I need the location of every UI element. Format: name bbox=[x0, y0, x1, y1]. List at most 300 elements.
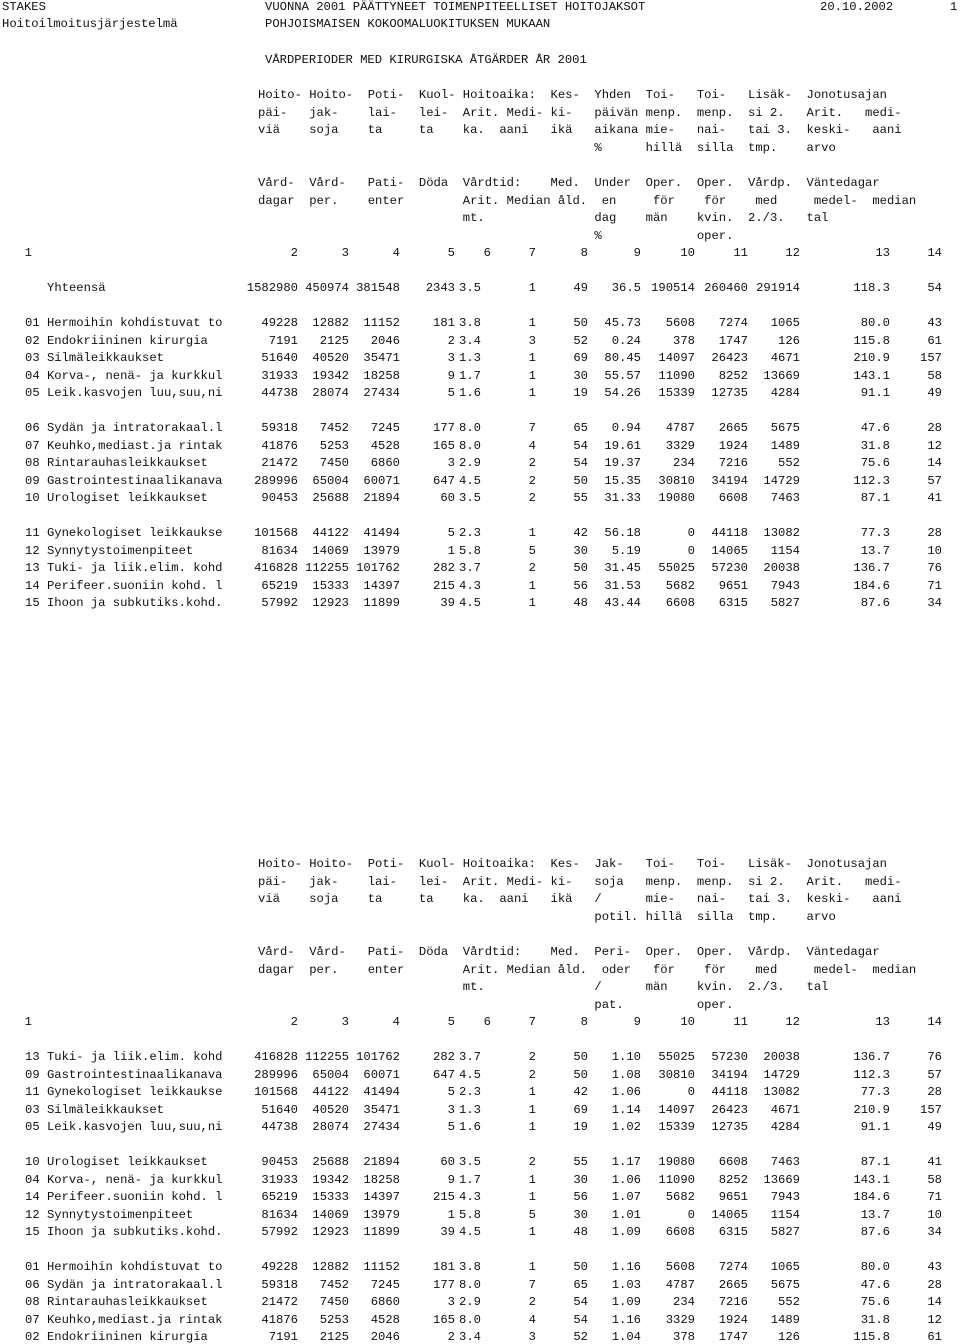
table-cell: 61 bbox=[927, 1330, 942, 1344]
table-cell: 184.6 bbox=[853, 1190, 890, 1204]
row-label: 12 Synnytystoimenpiteet bbox=[25, 1207, 194, 1222]
table-cell: 44738 bbox=[261, 386, 298, 400]
table-cell: 1.14 bbox=[611, 1102, 641, 1117]
table-cell: 54.26 bbox=[604, 386, 641, 400]
column-number: 6 bbox=[483, 246, 491, 260]
table-cell: 90453 bbox=[261, 491, 298, 505]
table-cell: 57230 bbox=[711, 1050, 748, 1064]
table-cell: 9 bbox=[447, 1172, 455, 1187]
table-row bbox=[0, 1278, 960, 1292]
table-cell: 1.6 bbox=[459, 386, 481, 400]
table-cell: 215 bbox=[433, 578, 455, 593]
table-cell: 80.45 bbox=[604, 351, 641, 365]
table-cell: 101762 bbox=[356, 561, 400, 575]
table-cell: 50 bbox=[573, 316, 588, 330]
table-row bbox=[0, 316, 960, 330]
row-label: 01 Hermoihin kohdistuvat to bbox=[25, 316, 223, 330]
table-cell: 3 bbox=[447, 456, 455, 470]
table-cell: 3.4 bbox=[459, 1330, 481, 1344]
table-row bbox=[0, 1120, 960, 1134]
table-cell: 416828 bbox=[254, 1050, 298, 1064]
table-row bbox=[0, 474, 960, 488]
table-cell: 5.19 bbox=[611, 543, 641, 558]
table-cell: 50 bbox=[573, 473, 588, 488]
table-cell: 41876 bbox=[261, 1312, 298, 1327]
table-cell: 7463 bbox=[770, 491, 800, 505]
table-row bbox=[0, 1208, 960, 1222]
column-number: 8 bbox=[580, 246, 588, 260]
table-cell: 54 bbox=[573, 1312, 588, 1327]
table-cell: 14 bbox=[927, 1295, 942, 1309]
table-cell: 65 bbox=[573, 421, 588, 435]
table-cell: 378 bbox=[673, 333, 695, 348]
column-number: 3 bbox=[341, 246, 349, 260]
table-cell: 1.08 bbox=[611, 1067, 641, 1082]
table-cell: 10 bbox=[927, 1207, 942, 1222]
table-cell: 31.45 bbox=[604, 561, 641, 575]
column-number: 1 bbox=[24, 1015, 32, 1029]
table-cell: 2 bbox=[528, 456, 536, 470]
table-cell: 1924 bbox=[718, 438, 748, 453]
system-name: Hoitoilmoitusjärjestelmä bbox=[2, 17, 178, 31]
column-number-row bbox=[0, 1015, 960, 1029]
table-cell: 12 bbox=[927, 438, 942, 453]
table-cell: 3329 bbox=[665, 1312, 695, 1327]
table-cell: 12 bbox=[927, 1312, 942, 1327]
table-cell: 58 bbox=[927, 368, 942, 383]
table-cell: 56 bbox=[573, 1190, 588, 1204]
row-label: 02 Endokriininen kirurgia bbox=[25, 1330, 208, 1344]
table-cell: 12735 bbox=[711, 386, 748, 400]
report-heading: VUONNA 2001 PÄÄTTYNEET TOIMENPITEELLISET HOITOJAKSOT bbox=[265, 0, 646, 14]
column-number: 10 bbox=[680, 246, 695, 260]
table-cell: 184.6 bbox=[853, 578, 890, 593]
table-cell: 50 bbox=[573, 1067, 588, 1082]
header-line: viä soja ta ta ka. aani ikä / mie- nai- tai 3. keski- aani bbox=[258, 892, 902, 906]
header-line: päi- jak- lai- lei- Arit. Medi- ki- soja menp. menp. si 2. Arit. medi- bbox=[258, 874, 902, 889]
table-cell: 1582980 bbox=[246, 281, 298, 295]
table-cell: 143.1 bbox=[853, 1172, 890, 1187]
table-cell: 289996 bbox=[254, 1067, 298, 1082]
table-cell: 5682 bbox=[665, 578, 695, 593]
table-cell: 4.3 bbox=[459, 578, 481, 593]
column-number-row bbox=[0, 246, 960, 260]
table-row bbox=[0, 351, 960, 365]
row-label: 08 Rintarauhasleikkaukset bbox=[25, 456, 208, 470]
column-number: 2 bbox=[290, 1015, 298, 1029]
table-cell: 44122 bbox=[312, 526, 349, 540]
table-cell: 42 bbox=[573, 526, 588, 540]
table-cell: 3.5 bbox=[459, 491, 481, 505]
table-cell: 14729 bbox=[763, 1067, 800, 1082]
table-row bbox=[0, 1068, 960, 1082]
table-cell: 31.53 bbox=[604, 578, 641, 593]
row-label: 15 Ihoon ja subkutiks.kohd. bbox=[25, 1225, 223, 1239]
table-cell: 1 bbox=[447, 1207, 455, 1222]
table-cell: 90453 bbox=[261, 1155, 298, 1169]
table-cell: 1 bbox=[528, 368, 536, 383]
table-cell: 60071 bbox=[363, 1067, 400, 1082]
table-cell: 2046 bbox=[370, 1330, 400, 1344]
table-cell: 7450 bbox=[319, 1295, 349, 1309]
table-cell: 4.5 bbox=[459, 596, 481, 610]
table-cell: 7 bbox=[528, 421, 536, 435]
table-cell: 2 bbox=[528, 1295, 536, 1309]
table-cell: 136.7 bbox=[853, 1050, 890, 1064]
table-row bbox=[0, 1050, 960, 1064]
table-cell: 2343 bbox=[425, 281, 455, 295]
header-line: potil. hillä silla tmp. arvo bbox=[258, 909, 836, 924]
table-cell: 6315 bbox=[718, 1225, 748, 1239]
table-cell: 3 bbox=[447, 351, 455, 365]
column-number: 12 bbox=[785, 1015, 800, 1029]
table-cell: 40520 bbox=[312, 1102, 349, 1117]
row-label: 13 Tuki- ja liik.elim. kohd bbox=[25, 1050, 223, 1064]
table-cell: 7274 bbox=[718, 1260, 748, 1274]
table-cell: 13979 bbox=[363, 1207, 400, 1222]
row-label: 06 Sydän ja intratorakaal.l bbox=[25, 421, 223, 435]
table-cell: 215 bbox=[433, 1190, 455, 1204]
table-cell: 1747 bbox=[718, 1330, 748, 1344]
table-cell: 49228 bbox=[261, 1260, 298, 1274]
row-label: 14 Perifeer.suoniin kohd. l bbox=[25, 578, 223, 593]
column-number: 5 bbox=[447, 1015, 455, 1029]
table-cell: 3 bbox=[528, 1330, 536, 1344]
table-cell: 7463 bbox=[770, 1155, 800, 1169]
table-cell: 54 bbox=[573, 456, 588, 470]
table-cell: 20038 bbox=[763, 561, 800, 575]
table-cell: 49 bbox=[573, 281, 588, 295]
table-cell: 4.3 bbox=[459, 1190, 481, 1204]
table-row bbox=[0, 1313, 960, 1327]
table-cell: 49 bbox=[927, 386, 942, 400]
column-number: 6 bbox=[483, 1015, 491, 1029]
table-cell: 31.8 bbox=[860, 438, 890, 453]
table-cell: 112255 bbox=[305, 1050, 349, 1064]
row-label: 04 Korva-, nenä- ja kurkkul bbox=[25, 368, 223, 383]
table-cell: 45.73 bbox=[604, 316, 641, 330]
table-cell: 55 bbox=[573, 491, 588, 505]
row-label: 07 Keuhko,mediast.ja rintak bbox=[25, 438, 223, 453]
table-cell: 54 bbox=[927, 281, 942, 295]
table-cell: 69 bbox=[573, 1102, 588, 1117]
table-cell: 6608 bbox=[665, 596, 695, 610]
table-cell: 416828 bbox=[254, 561, 298, 575]
table-row bbox=[0, 561, 960, 575]
table-cell: 7245 bbox=[370, 1277, 400, 1292]
table-cell: 3 bbox=[528, 333, 536, 348]
header-line: mt. / män kvin. 2./3. tal bbox=[258, 980, 829, 994]
table-cell: 2.3 bbox=[459, 526, 481, 540]
table-cell: 1.6 bbox=[459, 1120, 481, 1134]
table-cell: 42 bbox=[573, 1085, 588, 1099]
table-cell: 12735 bbox=[711, 1120, 748, 1134]
table-cell: 31.8 bbox=[860, 1312, 890, 1327]
column-number: 4 bbox=[392, 246, 400, 260]
table-cell: 18258 bbox=[363, 368, 400, 383]
table-cell: 2665 bbox=[718, 1277, 748, 1292]
row-label: 05 Leik.kasvojen luu,suu,ni bbox=[25, 1120, 223, 1134]
table-cell: 7452 bbox=[319, 1277, 349, 1292]
table-cell: 41494 bbox=[363, 1085, 400, 1099]
table-cell: 6315 bbox=[718, 596, 748, 610]
table-cell: 136.7 bbox=[853, 561, 890, 575]
table-cell: 31.33 bbox=[604, 491, 641, 505]
row-label: 04 Korva-, nenä- ja kurkkul bbox=[25, 1172, 223, 1187]
table-cell: 0 bbox=[687, 543, 695, 558]
table-cell: 61 bbox=[927, 333, 942, 348]
header-line: mt. dag män kvin. 2./3. tal bbox=[258, 211, 829, 225]
table-cell: 27434 bbox=[363, 1120, 400, 1134]
table-cell: 3.8 bbox=[459, 316, 481, 330]
table-cell: 3.5 bbox=[459, 281, 481, 295]
table-cell: 289996 bbox=[254, 473, 298, 488]
table-row bbox=[0, 1103, 960, 1117]
table-cell: 14065 bbox=[711, 1207, 748, 1222]
table-cell: 49 bbox=[927, 1120, 942, 1134]
table-cell: 15.35 bbox=[604, 473, 641, 488]
table-cell: 7943 bbox=[770, 578, 800, 593]
table-cell: 20038 bbox=[763, 1050, 800, 1064]
table-cell: 112.3 bbox=[853, 473, 890, 488]
table-cell: 14069 bbox=[312, 543, 349, 558]
table-cell: 41494 bbox=[363, 526, 400, 540]
table-row bbox=[0, 1085, 960, 1099]
table-cell: 190514 bbox=[651, 281, 695, 295]
table-cell: 21894 bbox=[363, 491, 400, 505]
table-cell: 5675 bbox=[770, 421, 800, 435]
table-cell: 2665 bbox=[718, 421, 748, 435]
table-cell: 1.07 bbox=[611, 1190, 641, 1204]
row-label: 11 Gynekologiset leikkaukse bbox=[25, 526, 223, 540]
table-cell: 5682 bbox=[665, 1190, 695, 1204]
table-cell: 2.9 bbox=[459, 456, 481, 470]
table-row bbox=[0, 1225, 960, 1239]
table-cell: 30810 bbox=[658, 1067, 695, 1082]
table-cell: 19 bbox=[573, 386, 588, 400]
table-cell: 112255 bbox=[305, 561, 349, 575]
row-label: 13 Tuki- ja liik.elim. kohd bbox=[25, 561, 223, 575]
table-cell: 19.61 bbox=[604, 438, 641, 453]
table-cell: 1.01 bbox=[611, 1207, 641, 1222]
table-cell: 3.4 bbox=[459, 333, 481, 348]
table-cell: 54 bbox=[573, 438, 588, 453]
table-cell: 1065 bbox=[770, 316, 800, 330]
table-cell: 1.02 bbox=[611, 1120, 641, 1134]
row-label: 06 Sydän ja intratorakaal.l bbox=[25, 1277, 223, 1292]
column-number: 9 bbox=[633, 246, 641, 260]
table-cell: 19.37 bbox=[604, 456, 641, 470]
table-cell: 1747 bbox=[718, 333, 748, 348]
table-cell: 57 bbox=[927, 473, 942, 488]
row-label: 14 Perifeer.suoniin kohd. l bbox=[25, 1190, 223, 1204]
table-cell: 76 bbox=[927, 1050, 942, 1064]
table-cell: 0.94 bbox=[611, 421, 641, 435]
table-cell: 25688 bbox=[312, 1155, 349, 1169]
table-cell: 5 bbox=[528, 1207, 536, 1222]
table-cell: 2046 bbox=[370, 333, 400, 348]
table-cell: 3329 bbox=[665, 438, 695, 453]
table-cell: 1.04 bbox=[611, 1330, 641, 1344]
column-number: 2 bbox=[290, 246, 298, 260]
table-cell: 55 bbox=[573, 1155, 588, 1169]
table-row bbox=[0, 491, 960, 505]
table-cell: 1.10 bbox=[611, 1050, 641, 1064]
table-cell: 12882 bbox=[312, 316, 349, 330]
table-cell: 8.0 bbox=[459, 421, 481, 435]
table-cell: 9651 bbox=[718, 578, 748, 593]
table-cell: 1154 bbox=[770, 543, 800, 558]
table-cell: 4284 bbox=[770, 1120, 800, 1134]
table-cell: 12923 bbox=[312, 596, 349, 610]
table-cell: 210.9 bbox=[853, 1102, 890, 1117]
header-line: pat. oper. bbox=[258, 997, 734, 1012]
row-label: 08 Rintarauhasleikkaukset bbox=[25, 1295, 208, 1309]
table-cell: 54 bbox=[573, 1295, 588, 1309]
table-row bbox=[0, 1190, 960, 1204]
table-cell: 13669 bbox=[763, 368, 800, 383]
table-cell: 65004 bbox=[312, 1067, 349, 1082]
table-cell: 7216 bbox=[718, 1295, 748, 1309]
table-row bbox=[0, 544, 960, 558]
header-line: Hoito- Hoito- Poti- Kuol- Hoitoaika: Kes- Jak- Toi- Toi- Lisäk- Jonotusajan bbox=[258, 857, 887, 871]
table-cell: 76 bbox=[927, 561, 942, 575]
table-cell: 57230 bbox=[711, 561, 748, 575]
table-cell: 282 bbox=[433, 561, 455, 575]
column-number: 12 bbox=[785, 246, 800, 260]
table-cell: 40520 bbox=[312, 351, 349, 365]
table-cell: 157 bbox=[920, 1102, 942, 1117]
table-cell: 1.03 bbox=[611, 1277, 641, 1292]
table-cell: 4284 bbox=[770, 386, 800, 400]
table-cell: 552 bbox=[778, 1295, 800, 1309]
table-row bbox=[0, 579, 960, 593]
table-cell: 1 bbox=[528, 1120, 536, 1134]
table-cell: 11090 bbox=[658, 1172, 695, 1187]
column-number: 11 bbox=[733, 1015, 748, 1029]
table-cell: 19 bbox=[573, 1120, 588, 1134]
table-cell: 0.24 bbox=[611, 333, 641, 348]
table-cell: 75.6 bbox=[860, 456, 890, 470]
table-cell: 30 bbox=[573, 1172, 588, 1187]
table-cell: 7216 bbox=[718, 456, 748, 470]
table-cell: 81634 bbox=[261, 1207, 298, 1222]
table-cell: 87.6 bbox=[860, 596, 890, 610]
table-cell: 44738 bbox=[261, 1120, 298, 1134]
table-cell: 381548 bbox=[356, 281, 400, 295]
row-label: 02 Endokriininen kirurgia bbox=[25, 333, 208, 348]
table-cell: 44118 bbox=[711, 526, 748, 540]
table-cell: 43 bbox=[927, 1260, 942, 1274]
table-cell: 7452 bbox=[319, 421, 349, 435]
table-cell: 39 bbox=[440, 1225, 455, 1239]
table-cell: 11090 bbox=[658, 368, 695, 383]
table-cell: 39 bbox=[440, 596, 455, 610]
table-cell: 126 bbox=[778, 333, 800, 348]
table-cell: 181 bbox=[433, 1260, 455, 1274]
table-cell: 77.3 bbox=[860, 1085, 890, 1099]
column-number: 4 bbox=[392, 1015, 400, 1029]
row-label: 01 Hermoihin kohdistuvat to bbox=[25, 1260, 223, 1274]
table-cell: 77.3 bbox=[860, 526, 890, 540]
table-cell: 51640 bbox=[261, 1102, 298, 1117]
table-cell: 1.7 bbox=[459, 1172, 481, 1187]
header-line: dagar per. enter Arit. Median åld. oder för för med medel- median bbox=[258, 962, 917, 977]
table-cell: 118.3 bbox=[853, 281, 890, 295]
table-cell: 43.44 bbox=[604, 596, 641, 610]
table-cell: 41 bbox=[927, 491, 942, 505]
table-cell: 35471 bbox=[363, 351, 400, 365]
column-number: 13 bbox=[875, 246, 890, 260]
table-cell: 49228 bbox=[261, 316, 298, 330]
table-cell: 112.3 bbox=[853, 1067, 890, 1082]
table-cell: 5675 bbox=[770, 1277, 800, 1292]
table-cell: 59318 bbox=[261, 1277, 298, 1292]
org-name: STAKES bbox=[2, 0, 46, 14]
table-cell: 1.17 bbox=[611, 1155, 641, 1169]
table-cell: 2 bbox=[528, 491, 536, 505]
table-cell: 55025 bbox=[658, 561, 695, 575]
table-cell: 14 bbox=[927, 456, 942, 470]
table-cell: 36.5 bbox=[611, 281, 641, 295]
table-cell: 291914 bbox=[756, 281, 800, 295]
table-cell: 13082 bbox=[763, 526, 800, 540]
table-cell: 2125 bbox=[319, 1330, 349, 1344]
table-cell: 647 bbox=[433, 473, 455, 488]
row-label: 09 Gastrointestinaalikanava bbox=[25, 1067, 223, 1082]
header-line: % hillä silla tmp. arvo bbox=[258, 140, 836, 155]
table-cell: 2 bbox=[528, 473, 536, 488]
table-cell: 57992 bbox=[261, 596, 298, 610]
table-cell: 50 bbox=[573, 561, 588, 575]
row-label: 11 Gynekologiset leikkaukse bbox=[25, 1085, 223, 1099]
table-cell: 27434 bbox=[363, 386, 400, 400]
column-number: 14 bbox=[927, 1015, 942, 1029]
table-cell: 30 bbox=[573, 368, 588, 383]
table-cell: 165 bbox=[433, 1312, 455, 1327]
table-cell: 7191 bbox=[268, 1330, 298, 1344]
table-cell: 1.16 bbox=[611, 1260, 641, 1274]
table-cell: 5253 bbox=[319, 438, 349, 453]
table-cell: 3.8 bbox=[459, 1260, 481, 1274]
table-cell: 6860 bbox=[370, 456, 400, 470]
table-cell: 50 bbox=[573, 1260, 588, 1274]
table-cell: 1 bbox=[528, 1260, 536, 1274]
table-cell: 1 bbox=[528, 351, 536, 365]
table-cell: 28074 bbox=[312, 386, 349, 400]
table-cell: 21894 bbox=[363, 1155, 400, 1169]
table-cell: 28 bbox=[927, 526, 942, 540]
table-cell: 15333 bbox=[312, 578, 349, 593]
table-cell: 34 bbox=[927, 596, 942, 610]
table-cell: 52 bbox=[573, 1330, 588, 1344]
table-cell: 1 bbox=[528, 316, 536, 330]
table-cell: 5608 bbox=[665, 316, 695, 330]
row-label: 10 Urologiset leikkaukset bbox=[25, 491, 208, 505]
table-cell: 4.5 bbox=[459, 473, 481, 488]
table-cell: 9651 bbox=[718, 1190, 748, 1204]
table-cell: 282 bbox=[433, 1050, 455, 1064]
table-cell: 181 bbox=[433, 316, 455, 330]
table-cell: 1 bbox=[528, 1102, 536, 1117]
table-cell: 7943 bbox=[770, 1190, 800, 1204]
table-cell: 3.7 bbox=[459, 561, 481, 575]
table-cell: 1 bbox=[528, 578, 536, 593]
column-number: 5 bbox=[447, 246, 455, 260]
table-cell: 55.57 bbox=[604, 368, 641, 383]
table-cell: 6608 bbox=[718, 1155, 748, 1169]
table-cell: 65219 bbox=[261, 578, 298, 593]
